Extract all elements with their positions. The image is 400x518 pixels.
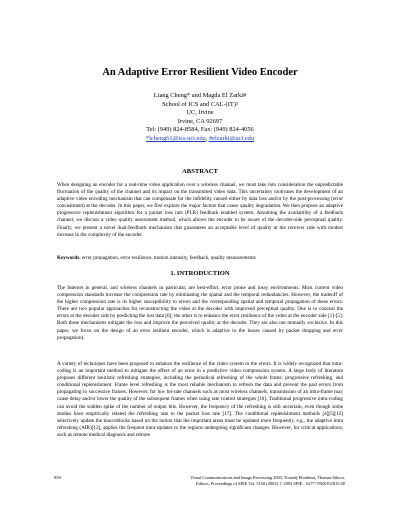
author-block bbox=[0, 92, 400, 144]
keywords-text: : error propagation, error resilience, motion intensity, feedback, quality measurements bbox=[79, 255, 256, 261]
publication-footer bbox=[175, 475, 345, 486]
email-link-elzarki[interactable]: #elzarki@uci.edu bbox=[208, 134, 255, 142]
email-link-cheng[interactable]: *lcheng61@ics.uci.edu bbox=[145, 134, 206, 142]
introduction-paragraph-2: A variety of techniques have been proposed to enhance the resilience of the video system to the errors. It is widely recognized that intra-coding is an important method to mitigate the effect of an error in a predictive video compression system. A large body of literature proposes different heuristic refreshing strategies, including the periodical refreshing of the whole frame, progressive refreshing, and conditional replenishment. Frame level refreshing is the most reliable mechanism to refresh the data and prevent the past errors from propagating to successive frames. However, for low bit-rate channels such as most wireless channels, transmission of an intra-frame may cause delay and/or lower the quality of the subsequent frames when using rate control strategies [10]. Traditional progressive intra-coding can avoid the sudden spike of the number of output bits. However, the frequency of the refreshing is still uncertain, even though some studies have empirically related the refreshing rate to the packet loss rate [17]. The conditional replenishment methods [4][5][12] selectively update the macroblocks based on the notion that the important areas must be updated more frequently, e.g., the adaptive intra refreshing (AIR)[12], applies the frequent intra-updates to the regions undergoing significant changes. However, for critical applications, such as remote medical diagnosis and remote bbox=[57, 361, 343, 438]
email-line bbox=[0, 135, 400, 144]
authors: Liang Cheng* and Magda El Zarki# bbox=[153, 92, 247, 99]
paper-title: An Adaptive Error Resilient Video Encoder bbox=[102, 67, 298, 78]
introduction-heading: 1. INTRODUCTION bbox=[170, 270, 230, 277]
footer-line-1: Visual Communications and Image Processing 2003, Touradj Ebrahimi, Thomas Sikora, bbox=[190, 475, 345, 480]
affiliation-university: UC, Irvine bbox=[186, 109, 214, 117]
keywords-line bbox=[57, 255, 343, 262]
introduction-paragraph-1: The Internet in general, and wireless channels in particular, are best-effort, error prone and lossy environments. Most current video compression standards increase the compression rate by eliminating the spatial and the temporal redundancies. However, the tradeoff of the higher compression rate is its higher susceptibility to errors and the corresponding spatial and temporal propagation of these errors. There are two popular approaches for reconstructing the video at the decoder with improved perceptual quality. One is to conceal the errors at the decoder side by predicting the lost data [6]; the other is to enhance the error resilience of the video at the encoder side [1]-[5]. Both these mechanisms mitigate the loss and improve the perceived quality at the decoder. They are also not mutually exclusive. In this paper, we focus on the design of an error resilient encoder, which is adaptive to the losses caused by packet dropping and error propagation). bbox=[57, 285, 343, 341]
keywords-label: Keywords bbox=[57, 255, 80, 261]
page-number: 950 bbox=[54, 475, 61, 480]
footer-line-2: Editors, Proceedings of SPIE Vol. 5150 (2003) © 2003 SPIE · 0277-786X/03/$15.00 bbox=[195, 480, 345, 486]
abstract-text: When designing an encoder for a real-time video application over a wireless channel, we must take into consideration the unpredictable fluctuation of the quality of the channel and its impact on the transmitted video data. This uncertainty motivates the development of an adaptive video encoding mechanism that can compensate for the infidelity caused either by data loss and/or by the post-processing (error concealment) at the decoder. In this paper, we first explore the major factors that cause quality degradation. We then propose an adaptive progressive replenishment algorithm for a packet loss rate (PLR) feedback enabled system. Assuming the availability of a feedback channel, we discuss a video quality assessment method, which allows the encoder to be aware of the decoder-side perceptual quality. Finally, we present a novel dual-feedback mechanism that guarantees an acceptable level of quality at the receiver side with modest increase in the complexity of the encoder. bbox=[57, 182, 343, 238]
contact-phone-fax: Tel: (949) 824-8584, Fax: (949) 824-4056 bbox=[146, 126, 254, 134]
affiliation-school: School of ICS and CAL-(IT)² bbox=[162, 100, 238, 108]
email-separator: , bbox=[205, 134, 209, 142]
abstract-heading: ABSTRACT bbox=[182, 168, 218, 175]
affiliation-city: Irvine, CA 92697 bbox=[177, 117, 223, 125]
